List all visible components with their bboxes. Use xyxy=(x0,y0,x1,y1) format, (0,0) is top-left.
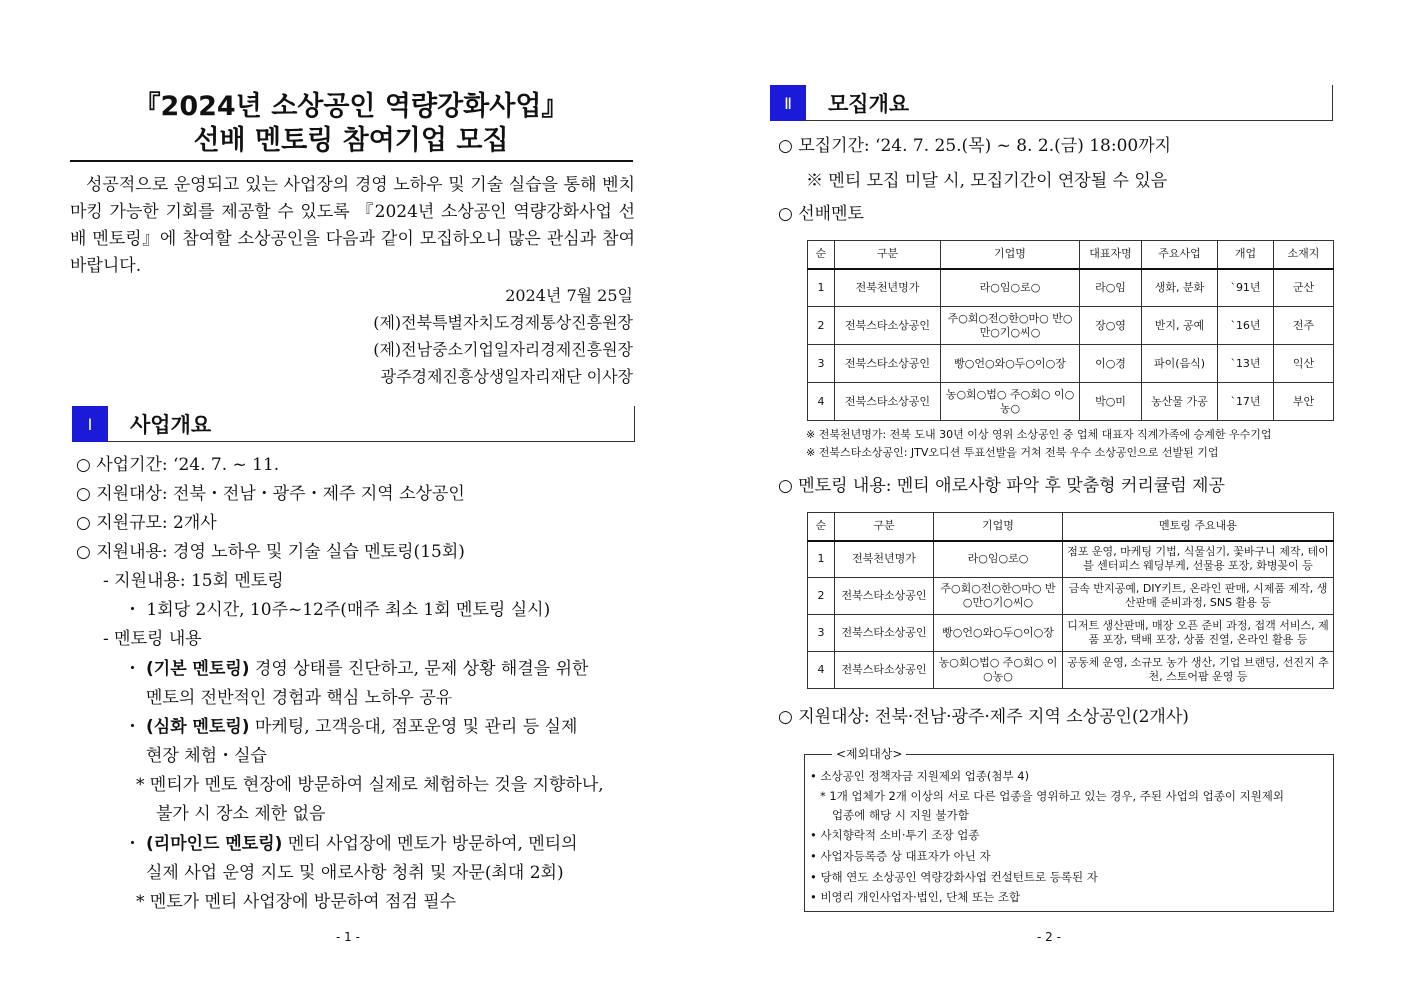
table-cell: 2 xyxy=(808,578,835,615)
table-cell: 4 xyxy=(808,383,835,421)
table-cell: 전북스타소상공인 xyxy=(835,652,934,689)
remind-mentoring-bullet: ・ xyxy=(124,834,141,854)
item-content: ○ 지원내용: 경영 노하우 및 기술 실습 멘토링(15회) xyxy=(76,542,465,562)
mentoring-table xyxy=(807,512,1334,689)
mentoring-table-header xyxy=(808,513,1334,541)
table-header-cell: 기업명 xyxy=(941,241,1080,269)
mentoring-heading: ○ 멘토링 내용: 멘티 애로사항 파악 후 맞춤형 커리큘럼 제공 xyxy=(778,476,1225,496)
table-row xyxy=(808,345,1334,383)
table-cell: 디저트 생산판매, 매장 오픈 준비 과정, 접객 서비스, 제품 포장, 택배 포장, 상품 진열, 온라인 활용 등 xyxy=(1063,615,1334,652)
table-header-cell: 소재지 xyxy=(1274,241,1334,269)
table-row xyxy=(808,383,1334,421)
item-period: ○ 사업기간: ‘24. 7. ~ 11. xyxy=(76,455,280,475)
table-header-cell: 멘토링 주요내용 xyxy=(1063,513,1334,541)
table-row xyxy=(808,578,1334,615)
table-row xyxy=(808,615,1334,652)
table-cell: 반지, 공예 xyxy=(1142,307,1218,345)
section-2-title: 모집개요 xyxy=(806,85,1333,121)
table-cell: 전북스타소상공인 xyxy=(835,383,941,421)
table-cell: 농○회○법○ 주○회○ 이○농○ xyxy=(934,652,1063,689)
table-header-cell: 주요사업 xyxy=(1142,241,1218,269)
table-cell: `17년 xyxy=(1218,383,1274,421)
table-cell: 이○경 xyxy=(1080,345,1142,383)
support-target: ○ 지원대상: 전북·전남·광주·제주 지역 소상공인(2개사) xyxy=(778,707,1189,727)
org-line-1: (제)전북특별자치도경제통상진흥원장 xyxy=(373,313,633,332)
table-cell: 4 xyxy=(808,652,835,689)
recruit-note: ※ 멘티 모집 미달 시, 모집기간이 연장될 수 있음 xyxy=(806,171,1168,191)
title-divider xyxy=(70,160,633,162)
section-1-header xyxy=(72,406,635,442)
remind-mentoring-text2: 실제 사업 운영 지도 및 애로사항 청취 및 자문(최대 2회) xyxy=(146,863,564,883)
deep-mentoring-label: (심화 멘토링) xyxy=(146,717,250,737)
table-cell: 금속 반지공예, DIY키트, 온라인 판매, 시제품 제작, 생산판매 준비과정, SNS 활용 등 xyxy=(1063,578,1334,615)
section-1-number: Ⅰ xyxy=(72,406,108,442)
table-header-cell: 개업 xyxy=(1218,241,1274,269)
sub-content-bullet: ・ 1회당 2시간, 10주~12주(매주 최소 1회 멘토링 실시) xyxy=(124,600,551,620)
remind-mentoring-text1: 멘티 사업장에 멘토가 방문하여, 멘티의 xyxy=(287,834,578,854)
table-cell: 익산 xyxy=(1274,345,1334,383)
table-cell: 생화, 분화 xyxy=(1142,269,1218,307)
page-number-1: - 1 - xyxy=(336,930,360,944)
exclusion-subnote-cont: 업종에 해당 시 지원 불가함 xyxy=(832,808,969,822)
exclusion-item: • 비영리 개인사업자·법인, 단체 또는 조합 xyxy=(810,890,1021,904)
table-cell: 3 xyxy=(808,345,835,383)
table-cell: 라○임 xyxy=(1080,269,1142,307)
basic-mentoring-label: (기본 멘토링) xyxy=(146,659,250,679)
deep-mentoring-text1: 마케팅, 고객응대, 점포운영 및 관리 등 실제 xyxy=(254,717,578,737)
table-cell: 파이(음식) xyxy=(1142,345,1218,383)
item-target: ○ 지원대상: 전북・전남・광주・제주 지역 소상공인 xyxy=(76,484,465,504)
table-cell: 라○임○로○ xyxy=(941,269,1080,307)
recruit-period: ○ 모집기간: ‘24. 7. 25.(목) ~ 8. 2.(금) 18:00까지 xyxy=(778,136,1172,156)
remind-mentoring-label: (리마인드 멘토링) xyxy=(146,834,283,854)
org-line-2: (제)전남중소기업일자리경제진흥원장 xyxy=(373,340,633,359)
table-note-1: ※ 전북천년명가: 전북 도내 30년 이상 영위 소상공인 중 업체 대표자 직계가족에 승계한 우수기업 xyxy=(806,428,1272,441)
table-cell: 전북스타소상공인 xyxy=(835,615,934,652)
table-cell: 공동체 운영, 소규모 농가 생산, 기업 브랜딩, 선진지 추천, 스토어팜 운영 등 xyxy=(1063,652,1334,689)
sub-content: - 지원내용: 15회 멘토링 xyxy=(103,571,284,591)
table-header-cell: 대표자명 xyxy=(1080,241,1142,269)
table-row xyxy=(808,307,1334,345)
section-2-header xyxy=(770,85,1333,121)
table-cell: 전주 xyxy=(1274,307,1334,345)
mentor-table xyxy=(807,240,1334,421)
table-cell: 2 xyxy=(808,307,835,345)
table-cell: 군산 xyxy=(1274,269,1334,307)
table-cell: 농○회○법○ 주○회○ 이○농○ xyxy=(941,383,1080,421)
table-row xyxy=(808,541,1334,578)
table-cell: 농산물 가공 xyxy=(1142,383,1218,421)
org-line-3: 광주경제진흥상생일자리재단 이사장 xyxy=(380,367,633,386)
table-cell: 박○미 xyxy=(1080,383,1142,421)
table-cell: 주○회○전○한○마○ 반○만○기○씨○ xyxy=(941,307,1080,345)
doc-title-line2: 선배 멘토링 참여기업 모집 xyxy=(193,125,509,156)
table-cell: 전북천년명가 xyxy=(835,269,941,307)
exclusion-subnote: * 1개 업체가 2개 이상의 서로 다른 업종을 영위하고 있는 경우, 주된 사업의 업종이 지원제외 xyxy=(820,789,1285,803)
doc-title-line1: 『2024년 소상공인 역량강화사업』 xyxy=(133,91,569,122)
basic-mentoring-bullet: ・ xyxy=(124,659,141,679)
date-line: 2024년 7월 25일 xyxy=(505,286,633,305)
table-cell: 부안 xyxy=(1274,383,1334,421)
table-cell: 전북스타소상공인 xyxy=(835,345,941,383)
exclusion-item: • 사치향락적 소비·투기 조장 업종 xyxy=(810,828,980,842)
deep-mentoring-note2: 불가 시 장소 제한 없음 xyxy=(156,804,326,824)
table-cell: 장○영 xyxy=(1080,307,1142,345)
table-row xyxy=(808,269,1334,307)
table-cell: `91년 xyxy=(1218,269,1274,307)
table-note-2: ※ 전북스타소상공인: JTV오디션 투표선발을 거쳐 전북 우수 소상공인으로 선발된 기업 xyxy=(806,446,1219,459)
basic-mentoring-line1 xyxy=(146,655,588,684)
table-cell: `13년 xyxy=(1218,345,1274,383)
intro-paragraph xyxy=(70,172,635,280)
table-header-cell: 구분 xyxy=(835,513,934,541)
basic-mentoring-text2: 멘토의 전반적인 경험과 핵심 노하우 공유 xyxy=(146,688,453,708)
exclusion-item: • 소상공인 정책자금 지원제외 업종(첨부 4) xyxy=(810,769,1030,783)
section-2-number: Ⅱ xyxy=(770,85,806,121)
remind-mentoring-line1 xyxy=(146,830,578,859)
sub-mentoring-content: - 멘토링 내용 xyxy=(103,629,202,649)
table-cell: 빵○언○와○두○이○장 xyxy=(941,345,1080,383)
table-cell: 주○회○전○한○마○ 반○만○기○씨○ xyxy=(934,578,1063,615)
table-cell: 라○임○로○ xyxy=(934,541,1063,578)
exclusion-item: • 당해 연도 소상공인 역량강화사업 컨설턴트로 등록된 자 xyxy=(810,870,1098,884)
deep-mentoring-bullet: ・ xyxy=(124,717,141,737)
deep-mentoring-line1 xyxy=(146,713,577,742)
deep-mentoring-note1: * 멘티가 멘토 현장에 방문하여 실제로 체험하는 것을 지향하나, xyxy=(136,775,604,795)
table-cell: 1 xyxy=(808,269,835,307)
table-cell: 전북스타소상공인 xyxy=(835,578,934,615)
exclusion-legend: <제외대상> xyxy=(832,745,906,762)
table-cell: 3 xyxy=(808,615,835,652)
table-cell: 1 xyxy=(808,541,835,578)
basic-mentoring-text1: 경영 상태를 진단하고, 문제 상황 해결을 위한 xyxy=(254,659,589,679)
table-cell: `16년 xyxy=(1218,307,1274,345)
intro-text: 성공적으로 운영되고 있는 사업장의 경영 노하우 및 기술 실습을 통해 벤치마킹 가능한 기회를 제공할 수 있도록 『2024년 소상공인 역량강화사업 선배 멘토링』에 참여할 소상공인을 다음과 같이 모집하오니 많은 관심과 참여 바랍니다. xyxy=(70,175,635,276)
page-number-2: - 2 - xyxy=(1037,930,1061,944)
table-cell: 빵○언○와○두○이○장 xyxy=(934,615,1063,652)
section-1-title: 사업개요 xyxy=(108,406,635,442)
table-header-cell: 구분 xyxy=(835,241,941,269)
remind-mentoring-note: * 멘토가 멘티 사업장에 방문하여 점검 필수 xyxy=(136,892,457,912)
table-header-cell: 기업명 xyxy=(934,513,1063,541)
item-scale: ○ 지원규모: 2개사 xyxy=(76,513,217,533)
table-cell: 전북스타소상공인 xyxy=(835,307,941,345)
table-row xyxy=(808,652,1334,689)
mentor-table-header xyxy=(808,241,1334,269)
exclusion-item: • 사업자등록증 상 대표자가 아닌 자 xyxy=(810,849,991,863)
table-header-cell: 순 xyxy=(808,513,835,541)
table-cell: 전북천년명가 xyxy=(835,541,934,578)
mentor-heading: ○ 선배멘토 xyxy=(778,204,864,224)
table-header-cell: 순 xyxy=(808,241,835,269)
table-cell: 점포 운영, 마케팅 기법, 식물심기, 꽃바구니 제작, 테이블 센터피스 웨딩부케, 선물용 포장, 화병꽂이 등 xyxy=(1063,541,1334,578)
deep-mentoring-text2: 현장 체험・실습 xyxy=(146,746,267,766)
